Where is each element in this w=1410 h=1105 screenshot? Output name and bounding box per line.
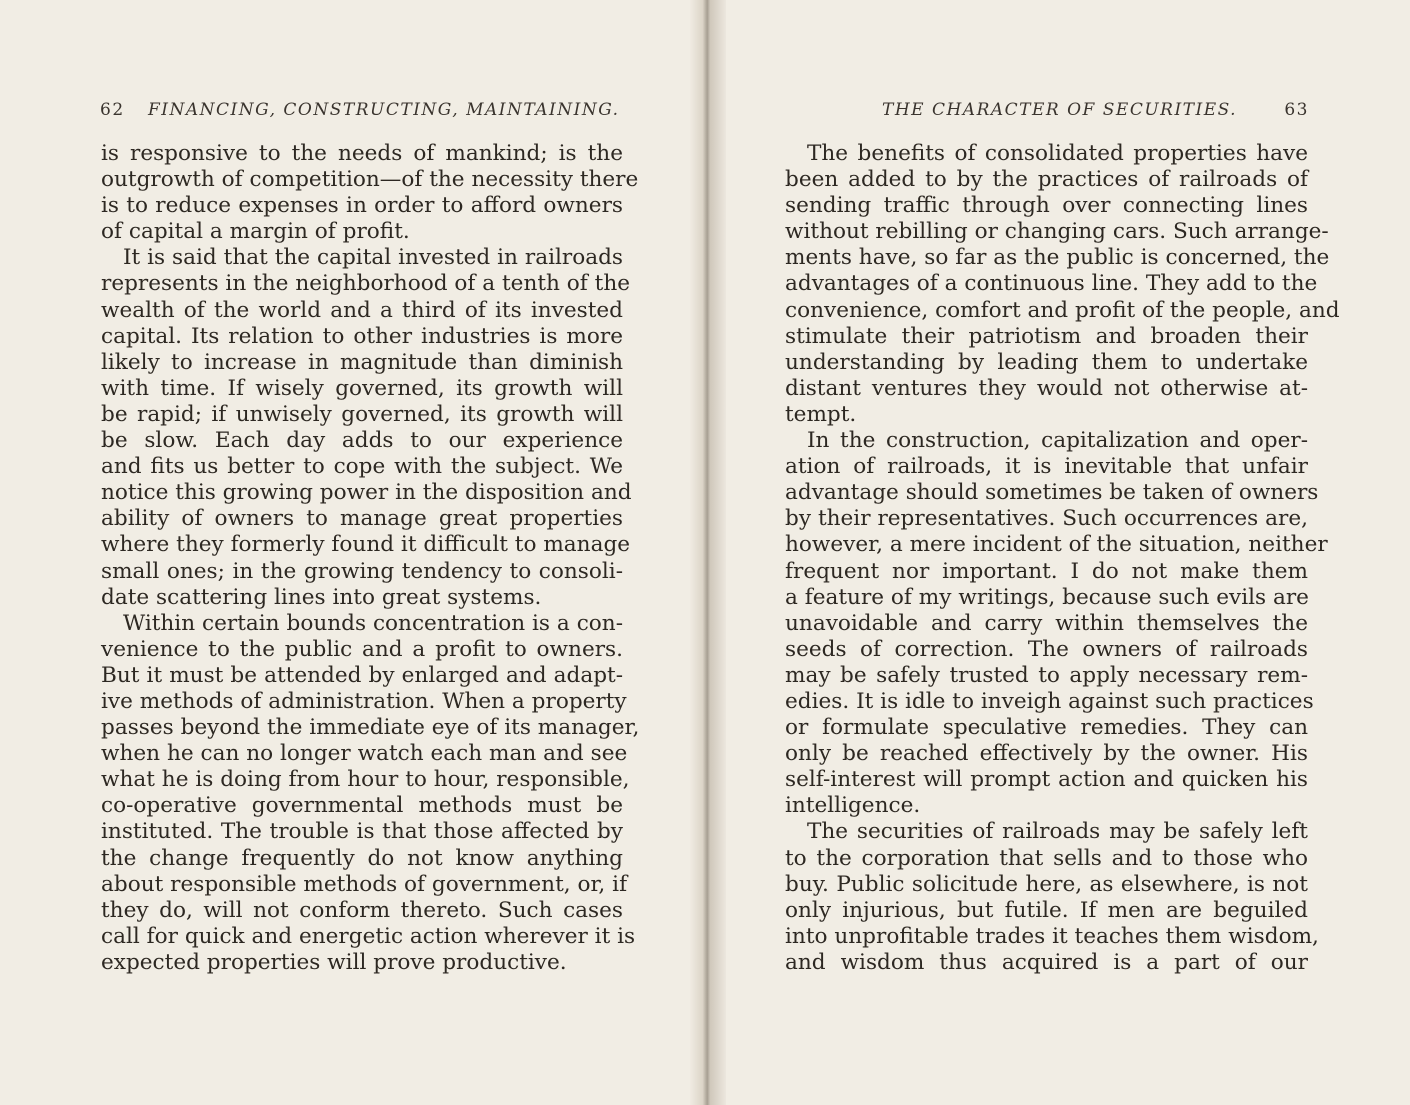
text-line [101,715,640,741]
text-line [101,532,631,558]
text-line-content: advantages of a continuous line. They add to the [785,271,1318,297]
text-line-content: may be safely trusted to apply necessary rem- [785,662,1308,688]
left-page-number: 62 [100,100,125,120]
right-page [712,0,1410,1105]
text-line [785,559,1308,585]
text-line [785,193,1308,219]
text-line-content: by their representatives. Such occurrences are, [785,506,1308,532]
text-line [101,454,623,480]
text-line [785,350,1308,376]
text-line-content: when he can no longer watch each man and see [101,741,628,767]
text-line-content: however, a mere incident of the situation, neither [785,532,1328,558]
text-line-content: capital. Its relation to other industries is more [101,323,623,349]
text-line-content: edies. It is idle to inveigh against such practices [785,688,1314,714]
text-line [101,741,628,767]
text-line-content: outgrowth of competition—of the necessity there [101,167,639,193]
text-line-content: unavoidable and carry within themselves the [785,610,1308,636]
text-line-content: likely to increase in magnitude than diminish [101,349,623,375]
text-line-content: ments have, so far as the public is concerned, the [785,245,1330,271]
text-line-content: frequent nor important. I do not make them [785,558,1308,584]
text-line [785,663,1308,689]
text-line-content: tempt. [785,401,857,427]
text-line-content: distant ventures they would not otherwise at- [785,375,1308,401]
text-line-content: only be reached effectively by the owner. His [785,741,1308,767]
text-line [101,767,630,793]
text-line [785,141,1308,167]
text-line-content: But it must be attended by enlarged and adapt- [101,662,623,688]
text-line [785,506,1308,532]
text-line-content: co-operative governmental methods must be [101,793,623,819]
text-line-content: into unprofitable trades it teaches them wisdom, [785,923,1319,949]
text-line [785,898,1308,924]
text-line [785,402,1308,428]
text-line [785,611,1308,637]
text-line-content: with time. If wisely governed, its growth will [101,375,623,401]
text-line-content: and wisdom thus acquired is a part of our [785,949,1308,975]
text-line [101,585,623,611]
text-line [101,245,623,271]
text-line [785,428,1308,454]
text-line [785,219,1329,245]
text-line-content: ive methods of administration. When a property [101,688,627,714]
text-line [101,819,623,845]
text-line [785,715,1308,741]
text-line-content: and fits us better to cope with the subject. We [101,454,623,480]
text-line [785,245,1330,271]
text-line [101,688,627,715]
text-line-content: In the construction, capitalization and oper- [807,428,1308,454]
text-line [101,350,623,376]
text-line [785,872,1308,898]
text-line-content: venience to the public and a profit to owners. [101,636,623,662]
text-line-content: where they formerly found it difficult to manage [101,532,631,558]
text-line-content: be rapid; if unwisely governed, its growth will [101,401,623,427]
text-line-content: Within certain bounds concentration is a con- [123,610,623,636]
text-line [785,819,1308,845]
text-line-content: understanding by leading them to undertake [785,349,1308,375]
right-body-text [785,141,1340,976]
text-line [101,793,623,819]
text-line-content: The securities of railroads may be safely left [807,819,1308,845]
text-line [785,950,1308,976]
text-line-content: they do, will not conform thereto. Such cases [101,897,623,923]
text-line [101,871,628,898]
right-running-header [782,100,1309,124]
text-line [101,846,623,872]
text-line [785,637,1308,663]
text-line-content: to the corporation that sells and to those who [785,845,1308,871]
text-line [101,898,623,924]
text-line [785,376,1308,402]
text-line [101,324,623,350]
text-line [101,611,623,637]
text-line-content: instituted. The trouble is that those affected by [101,819,623,845]
book-gutter [690,0,726,1105]
text-line-content: represents in the neighborhood of a tenth of the [101,271,631,297]
text-line [785,741,1308,767]
text-line [101,428,623,454]
text-line [101,506,623,532]
right-page-number: 63 [1284,100,1309,120]
text-line-content: wealth of the world and a third of its invested [101,297,623,323]
text-line [101,480,632,506]
text-line-content: It is said that the capital invested in railroads [123,245,623,271]
text-line-content: notice this growing power in the disposition and [101,480,632,506]
text-line-content: of capital a margin of profit. [101,219,410,245]
text-line [101,376,623,402]
text-line-content: a feature of my writings, because such evils are [785,584,1309,610]
text-line-content: only injurious, but futile. If men are beguiled [785,897,1308,923]
text-line-content: seeds of correction. The owners of railroads [785,636,1308,662]
text-line-content: call for quick and energetic action wherever it is [101,923,636,949]
text-line-content: ability of owners to manage great properties [101,506,623,532]
text-line [101,402,623,428]
left-running-header [100,100,625,124]
text-line-content: buy. Public solicitude here, as elsewhere, is not [785,871,1308,897]
left-body-text [101,141,640,976]
text-line [785,480,1319,506]
text-line [785,923,1319,950]
text-line [785,767,1308,793]
text-line [101,141,623,167]
text-line-content: been added to by the practices of railroads of [785,167,1308,193]
text-line-content: what he is doing from hour to hour, responsible, [101,767,630,793]
text-line-content: The benefits of consolidated properties have [807,141,1308,166]
text-line-content: self-interest will prompt action and quicken his [785,767,1308,793]
text-line [101,167,639,193]
text-line-content: the change frequently do not know anything [101,845,623,871]
text-line [785,297,1340,324]
text-line-content: advantage should sometimes be taken of owners [785,480,1319,506]
text-line-content: ation of railroads, it is inevitable that unfair [785,454,1308,480]
text-line-content: about responsible methods of government, or, if [101,871,628,897]
text-line [101,219,623,245]
text-line [101,923,636,950]
text-line-content: stimulate their patriotism and broaden their [785,323,1308,349]
text-line [101,637,623,663]
text-line-content: or formulate speculative remedies. They can [785,715,1308,741]
text-line-content: be slow. Each day adds to our experience [101,428,623,454]
text-line-content: is responsive to the needs of mankind; is the [101,141,623,166]
text-line-content: convenience, comfort and profit of the people, and [785,297,1340,323]
left-running-head-title: FINANCING, CONSTRUCTING, MAINTAINING. [148,100,620,120]
right-running-head-title: THE CHARACTER OF SECURITIES. [882,100,1238,120]
text-line-content: passes beyond the immediate eye of its manager, [101,715,640,741]
text-line-content: without rebilling or changing cars. Such arrange- [785,219,1329,245]
text-line [101,559,623,585]
text-line [785,532,1328,558]
text-line [785,688,1314,715]
text-line [785,585,1308,611]
text-line-content: sending traffic through over connecting lines [785,193,1308,219]
text-line-content: expected properties will prove productive. [101,949,567,975]
left-page [0,0,702,1105]
text-line [101,950,623,976]
text-line-content: intelligence. [785,793,921,819]
text-line-content: date scattering lines into great systems. [101,584,542,610]
text-line [101,663,623,689]
text-line [785,167,1308,193]
text-line [785,271,1318,297]
text-line [101,298,623,324]
text-line [785,793,1308,819]
text-line [101,193,623,219]
text-line [101,271,631,297]
text-line [785,324,1308,350]
text-line-content: small ones; in the growing tendency to consoli- [101,558,623,584]
text-line-content: is to reduce expenses in order to afford owners [101,193,623,219]
text-line [785,846,1308,872]
text-line [785,454,1308,480]
